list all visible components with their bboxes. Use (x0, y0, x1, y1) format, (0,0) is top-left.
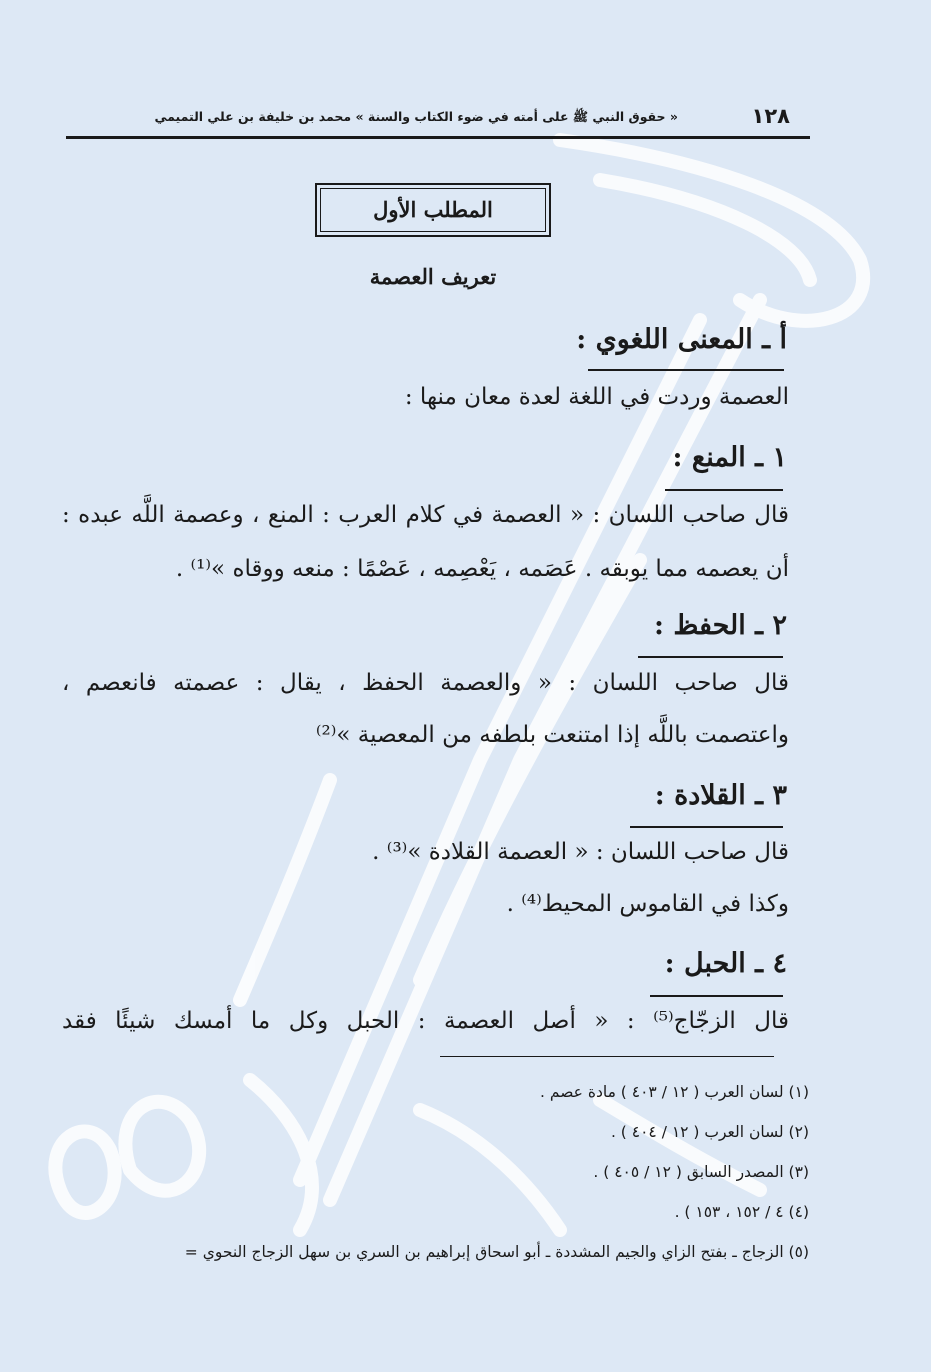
meaning-1-heading: ١ ـ المنع : (672, 442, 787, 473)
meaning-2-underline (638, 656, 783, 658)
page-header (66, 100, 810, 139)
running-title: « حقوق النبي ﷺ على أمته في ضوء الكتاب والسنة » محمد بن خليفة بن علي التميمي (154, 109, 678, 124)
meaning-4-underline (650, 995, 783, 997)
part-a-heading: أ ـ المعنى اللغوي : (576, 324, 787, 355)
meaning-3-line-1: قال صاحب اللسان : « العصمة القلادة »⁽³⁾ . (372, 839, 789, 865)
footnote-3: (٣) المصدر السابق ( ١٢ / ٤٠٥ ) . (593, 1163, 809, 1181)
subtitle: تعريف العصمة (369, 264, 497, 289)
meaning-3-underline (630, 826, 783, 828)
meaning-4-heading: ٤ ـ الحبل : (664, 948, 787, 979)
meaning-3-heading: ٣ ـ القلادة : (654, 780, 787, 811)
footnote-5: (٥) الزجاج ـ بفتح الزاي والجيم المشددة ـ أبو اسحاق إبراهيم بن السري بن سهل الزجاج النحوي = (184, 1243, 809, 1261)
meaning-2-line-2: واعتصمت باللَّه إذا امتنعت بلطفه من المعصية »⁽²⁾ (315, 722, 789, 748)
footnote-separator (440, 1056, 774, 1057)
section-title: المطلب الأول (373, 197, 493, 222)
meaning-1-line-1: قال صاحب اللسان : « العصمة في كلام العرب : المنع ، وعصمة اللَّه عبده : (62, 502, 789, 528)
page-number: ١٢٨ (751, 104, 790, 128)
footnote-2: (٢) لسان العرب ( ١٢ / ٤٠٤ ) . (610, 1123, 809, 1141)
meaning-4-line-1: قال الزجّاج⁽⁵⁾ : « أصل العصمة : الحبل وكل ما أمسك شيئًا فقد (62, 1008, 789, 1034)
part-a-intro: العصمة وردت في اللغة لعدة معان منها : (404, 384, 789, 410)
meaning-2-heading: ٢ ـ الحفظ : (653, 610, 787, 641)
meaning-1-line-2: أن يعصمه مما يوبقه . عَصَمه ، يَعْصِمه ، عَصْمًا : منعه ووقاه »⁽¹⁾ . (175, 556, 789, 582)
part-a-underline (588, 369, 784, 371)
footnote-4: (٤) ٤ / ١٥٢ ، ١٥٣ ) . (674, 1203, 809, 1221)
meaning-3-line-2: وكذا في القاموس المحيط⁽⁴⁾ . (506, 891, 789, 917)
meaning-1-underline (665, 489, 783, 491)
meaning-2-line-1: قال صاحب اللسان : « والعصمة الحفظ ، يقال : عصمته فانعصم ، (62, 670, 789, 696)
footnote-1: (١) لسان العرب ( ١٢ / ٤٠٣ ) مادة عصم . (540, 1083, 809, 1101)
section-title-box (315, 183, 551, 237)
